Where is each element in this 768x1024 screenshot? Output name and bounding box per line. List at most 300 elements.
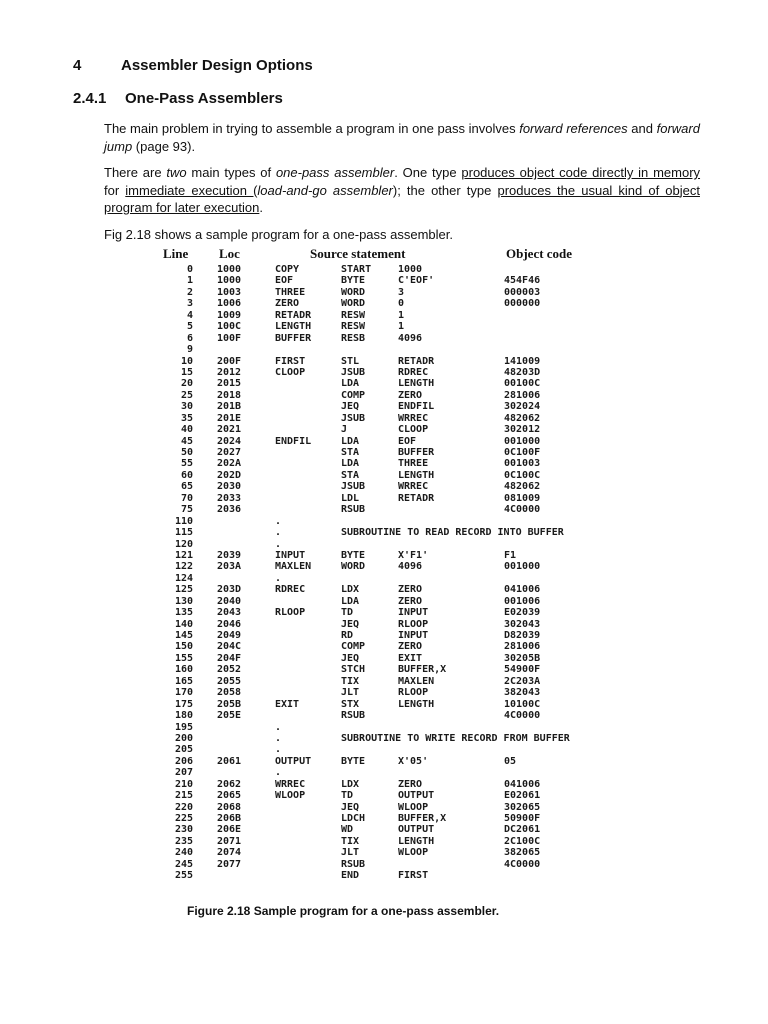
cell-object-code: 482062 [504,412,541,424]
cell-loc: 202A [217,458,242,470]
cell-operand: LENGTH [398,378,435,390]
cell-object-code: 001003 [504,458,541,470]
cell-loc: 206B [217,813,242,824]
cell-object-code: 48203D [504,366,541,378]
text: The main problem in trying to assemble a program in one pass involves [104,121,520,136]
section-heading [73,57,313,74]
cell-label: INPUT [275,549,306,561]
table-body [160,264,610,882]
table-row [160,527,610,538]
cell-opcode: STA [341,447,360,458]
cell-loc: 204C [217,641,242,653]
cell-loc: 2065 [217,790,242,802]
cell-object-code: 4C0000 [504,858,541,870]
cell-label: EOF [275,275,294,287]
cell-loc: 2027 [217,447,242,458]
cell-line: 230 [174,824,193,836]
cell-label: ENDFIL [275,435,312,447]
cell-operand: EOF [398,435,417,447]
italic-term: one-pass assembler [275,165,395,180]
cell-line: 55 [180,458,193,470]
table-row [160,298,610,309]
table-row [160,436,610,447]
cell-line: 245 [174,858,193,870]
cell-opcode: TD [341,607,354,619]
header-source: Source statement [310,246,406,261]
table-row [160,321,610,332]
cell-loc: 2040 [217,595,242,607]
cell-line: 195 [174,721,193,733]
cell-object-code: 000003 [504,286,541,298]
cell-operand: RDREC [398,366,429,378]
cell-label: WLOOP [275,790,306,802]
cell-operand: LENGTH [398,469,435,481]
cell-line: 9 [186,344,193,356]
cell-line: 20 [180,378,193,390]
cell-operand: FIRST [398,870,429,882]
cell-line: 125 [174,584,193,596]
table-row [160,367,610,378]
cell-object-code: 0C100F [504,447,541,458]
cell-label: RDREC [275,584,306,596]
cell-loc: 200F [217,355,242,367]
table-header [160,244,610,264]
cell-operand: 1000 [398,264,423,275]
cell-loc: 2074 [217,847,242,859]
cell-opcode: RSUB [341,858,366,870]
cell-line: 210 [174,778,193,790]
table-row [160,836,610,847]
cell-operand: X'F1' [398,549,429,561]
italic-term: forward jump [104,121,700,154]
cell-loc: 204F [217,652,242,664]
cell-operand: WRREC [398,412,429,424]
table-row [160,424,610,435]
cell-operand: WRREC [398,481,429,493]
subsection-heading [73,90,283,107]
figure-intro-text: Fig 2.18 shows a sample program for a one-pass assembler. [104,227,454,242]
italic-term: load-and-go assembler [257,182,393,198]
cell-object-code: 54900F [504,664,541,676]
cell-line: 10 [180,355,193,367]
cell-object-code: 00100C [504,378,541,390]
cell-object-code: 30205B [504,652,541,664]
cell-loc: 2024 [217,435,242,447]
cell-operand: OUTPUT [398,824,435,836]
table-row [160,516,610,527]
cell-line: 124 [174,572,193,584]
section-number: 4 [73,57,82,74]
cell-loc: 2049 [217,630,242,641]
cell-object-code: 041006 [504,778,541,790]
cell-line: 65 [180,481,193,493]
cell-object-code: DC2061 [504,824,541,836]
cell-operand: OUTPUT [398,790,435,802]
cell-loc: 203D [217,584,242,596]
cell-label: THREE [275,286,306,298]
cell-opcode: STL [341,355,360,367]
cell-opcode: RESW [341,321,366,333]
cell-object-code: 302012 [504,424,541,436]
table-row [160,401,610,412]
cell-line: 35 [180,412,193,424]
table-row [160,378,610,389]
cell-label: RLOOP [275,607,306,619]
cell-opcode: LDCH [341,813,366,824]
header-line: Line [163,246,189,261]
cell-line: 255 [174,870,193,882]
table-row [160,630,610,641]
text: ); the other type [392,182,498,198]
table-row [160,458,610,469]
table-row [160,664,610,675]
cell-operand: RLOOP [398,687,429,699]
cell-object-code: 05 [504,755,517,767]
cell-line: 3 [186,298,193,310]
cell-object-code: 001006 [504,595,541,607]
cell-operand: RLOOP [398,618,429,630]
cell-opcode: TD [341,790,354,802]
cell-opcode: STCH [341,664,366,676]
cell-label: CLOOP [275,366,306,378]
cell-loc: 1003 [217,286,242,298]
header-loc: Loc [219,246,240,261]
cell-loc: 2077 [217,858,242,870]
table-row [160,504,610,515]
cell-opcode: LDA [341,595,360,607]
cell-line: 207 [174,767,193,779]
table-row [160,710,610,721]
table-row [160,584,610,595]
cell-opcode: COMP [341,389,366,401]
cell-operand: RETADR [398,492,435,504]
cell-operand: 1 [398,321,405,333]
cell-opcode: LDX [341,778,360,790]
cell-operand: RETADR [398,355,435,367]
cell-loc: 203A [217,561,242,573]
figure-caption: Figure 2.18 Sample program for a one-pass assembler. [187,904,500,918]
cell-operand: CLOOP [398,424,429,436]
cell-loc: 2062 [217,778,242,790]
cell-label: . [275,515,282,527]
text: . One type [394,165,462,180]
cell-line: 175 [174,698,193,710]
cell-operand: ZERO [398,595,423,607]
cell-loc: 2068 [217,801,242,813]
table-row [160,390,610,401]
text: (page 93). [132,138,196,154]
cell-operand: MAXLEN [398,675,435,687]
table-row [160,870,610,881]
cell-label: . [275,721,282,733]
cell-object-code: 141009 [504,355,541,367]
cell-line: 50 [180,447,193,458]
cell-opcode: WORD [341,561,366,573]
underlined-text: produces the usual kind of object program for later execution [104,182,700,215]
cell-operand: ZERO [398,778,423,790]
table-row [160,847,610,858]
table-row [160,344,610,355]
cell-operand: EXIT [398,652,423,664]
header-object: Object code [506,246,573,261]
table-row [160,802,610,813]
cell-label: MAXLEN [275,561,312,573]
cell-object-code: 0C100C [504,469,541,481]
cell-loc: 2012 [217,366,242,378]
cell-opcode: JSUB [341,366,366,378]
cell-loc: 2055 [217,675,242,687]
cell-opcode: COMP [341,641,366,653]
cell-object-code: 302043 [504,618,541,630]
cell-loc: 2015 [217,378,242,390]
cell-loc: 2061 [217,755,242,767]
cell-comment: SUBROUTINE TO WRITE RECORD FROM BUFFER [341,732,570,744]
subsection-title: One-Pass Assemblers [125,90,283,107]
subsection-number: 2.4.1 [73,90,107,107]
cell-opcode: WORD [341,298,366,310]
cell-loc: 201B [217,401,242,413]
table-row [160,596,610,607]
table-row [160,699,610,710]
cell-operand: BUFFER,X [398,664,447,676]
cell-line: 115 [174,527,193,539]
cell-opcode: LDL [341,492,360,504]
cell-operand: 1 [398,309,405,321]
table-row [160,744,610,755]
cell-label: FIRST [275,355,306,367]
cell-object-code: 281006 [504,641,541,653]
table-row [160,756,610,767]
cell-opcode: JLT [341,847,360,859]
cell-line: 200 [174,732,193,744]
cell-object-code: 482062 [504,481,541,493]
cell-opcode: JSUB [341,412,366,424]
cell-loc: 1000 [217,264,242,275]
cell-line: 130 [174,595,193,607]
cell-object-code: 302024 [504,401,541,413]
cell-operand: LENGTH [398,698,435,710]
table-row [160,413,610,424]
cell-line: 135 [174,607,193,619]
table-row [160,447,610,458]
table-row [160,561,610,572]
cell-opcode: RSUB [341,710,366,722]
cell-line: 110 [174,515,193,527]
cell-operand: BUFFER [398,447,435,458]
text: There are [104,165,167,180]
cell-label: ZERO [275,298,300,310]
cell-loc: 1009 [217,309,242,321]
cell-opcode: LDA [341,458,360,470]
cell-line: 140 [174,618,193,630]
cell-opcode: JEQ [341,652,360,664]
table-row [160,687,610,698]
cell-operand: ZERO [398,641,423,653]
cell-line: 45 [180,435,193,447]
cell-object-code: 081009 [504,492,541,504]
text: main types of [186,165,276,180]
cell-opcode: WORD [341,286,366,298]
table-row [160,493,610,504]
underlined-text: immediate execution ( [125,182,258,198]
cell-line: 205 [174,744,193,756]
table-row [160,824,610,835]
table-row [160,607,610,618]
cell-line: 150 [174,641,193,653]
cell-line: 225 [174,813,193,824]
cell-opcode: WD [341,824,354,836]
cell-loc: 2036 [217,504,242,516]
cell-line: 75 [180,504,193,516]
cell-object-code: 10100C [504,698,541,710]
table-row [160,813,610,824]
table-row [160,676,610,687]
cell-loc: 205B [217,698,242,710]
cell-operand: BUFFER,X [398,813,447,824]
cell-loc: 100C [217,321,242,333]
cell-operand: C'EOF' [398,275,435,287]
cell-line: 15 [180,366,193,378]
cell-line: 121 [174,549,193,561]
cell-opcode: STX [341,698,360,710]
table-row [160,767,610,778]
cell-loc: 2039 [217,549,242,561]
cell-label: LENGTH [275,321,312,333]
cell-comment: SUBROUTINE TO READ RECORD INTO BUFFER [341,527,564,539]
cell-line: 170 [174,687,193,699]
cell-operand: 0 [398,298,405,310]
cell-operand: WLOOP [398,801,429,813]
cell-loc: 2043 [217,607,242,619]
table-row [160,653,610,664]
cell-line: 40 [180,424,193,436]
cell-line: 215 [174,790,193,802]
cell-opcode: BYTE [341,549,366,561]
cell-label: EXIT [275,698,300,710]
cell-loc: 1006 [217,298,242,310]
cell-loc: 2046 [217,618,242,630]
cell-opcode: JEQ [341,618,360,630]
cell-loc: 2052 [217,664,242,676]
cell-line: 122 [174,561,193,573]
cell-operand: 3 [398,286,405,298]
cell-operand: 4096 [398,561,423,573]
cell-line: 155 [174,652,193,664]
cell-label: COPY [275,264,300,275]
italic-term: two [166,165,187,180]
cell-label: RETADR [275,309,312,321]
cell-label: . [275,767,282,779]
cell-label: OUTPUT [275,755,312,767]
underlined-text: produces object code directly in memory [461,165,701,180]
cell-object-code: 041006 [504,584,541,596]
cell-line: 206 [174,755,193,767]
cell-operand: ENDFIL [398,401,435,413]
table-row [160,641,610,652]
cell-line: 5 [186,321,193,333]
cell-line: 6 [186,332,193,344]
cell-loc: 2058 [217,687,242,699]
table-row [160,733,610,744]
cell-loc: 100F [217,332,242,344]
cell-line: 30 [180,401,193,413]
cell-opcode: JEQ [341,401,360,413]
cell-operand: X'05' [398,755,429,767]
cell-loc: 1000 [217,275,242,287]
cell-label: BUFFER [275,332,312,344]
cell-line: 0 [186,264,193,275]
cell-line: 165 [174,675,193,687]
cell-opcode: END [341,870,360,882]
cell-operand: INPUT [398,607,429,619]
table-row [160,333,610,344]
cell-line: 1 [186,275,193,287]
cell-opcode: START [341,264,372,275]
cell-object-code: 4C0000 [504,710,541,722]
cell-loc: 2021 [217,424,242,436]
cell-opcode: LDX [341,584,360,596]
cell-line: 145 [174,630,193,641]
cell-object-code: 001000 [504,561,541,573]
cell-label: . [275,744,282,756]
cell-opcode: TIX [341,675,360,687]
table-row [160,722,610,733]
cell-object-code: 382043 [504,687,541,699]
cell-opcode: RD [341,630,354,641]
cell-label: . [275,572,282,584]
cell-operand: INPUT [398,630,429,641]
cell-object-code: D82039 [504,630,541,641]
table-row [160,573,610,584]
cell-loc: 2033 [217,492,242,504]
cell-object-code: 001000 [504,435,541,447]
cell-line: 220 [174,801,193,813]
text: . [259,200,263,215]
table-row [160,790,610,801]
table-row [160,310,610,321]
cell-opcode: RESW [341,309,366,321]
cell-opcode: TIX [341,835,360,847]
cell-opcode: RESB [341,332,366,344]
cell-object-code: 2C203A [504,675,541,687]
cell-opcode: LDA [341,435,360,447]
cell-line: 25 [180,389,193,401]
cell-object-code: 50900F [504,813,541,824]
cell-object-code: 382065 [504,847,541,859]
cell-operand: 4096 [398,332,423,344]
paragraph-one-pass-types [104,164,700,217]
cell-line: 70 [180,492,193,504]
cell-loc: 202D [217,469,242,481]
text: and [627,121,657,136]
cell-object-code: 454F46 [504,275,541,287]
cell-line: 240 [174,847,193,859]
cell-operand: WLOOP [398,847,429,859]
cell-opcode: JLT [341,687,360,699]
cell-label: . [275,538,282,550]
cell-line: 60 [180,469,193,481]
table-row [160,550,610,561]
cell-opcode: BYTE [341,275,366,287]
cell-operand: ZERO [398,389,423,401]
cell-object-code: E02039 [504,607,541,619]
cell-opcode: JEQ [341,801,360,813]
paragraph-forward-references [104,120,700,155]
cell-line: 120 [174,538,193,550]
cell-object-code: F1 [504,549,517,561]
cell-opcode: BYTE [341,755,366,767]
table-row [160,275,610,286]
